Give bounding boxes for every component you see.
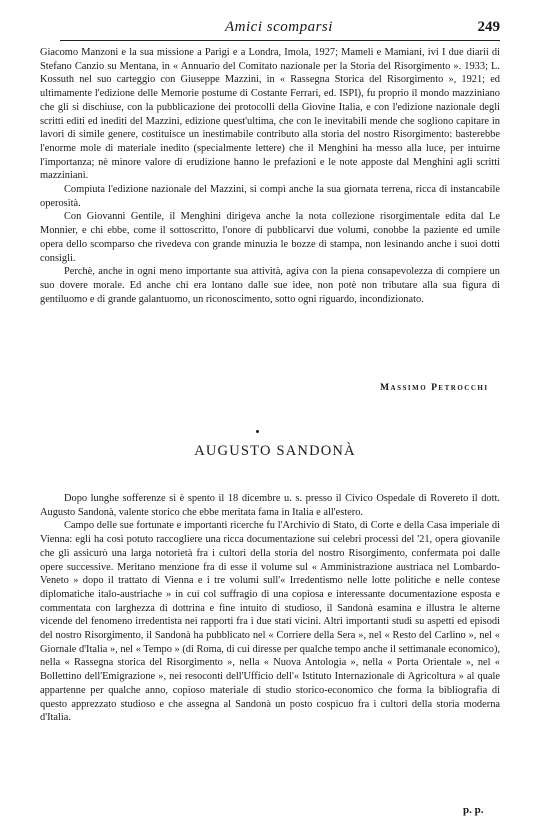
- section-title: AUGUSTO SANDONÀ: [194, 443, 356, 459]
- page-number: 249: [477, 19, 500, 35]
- obituary-menghini-body: [40, 46, 500, 306]
- paragraph: Campo delle sue fortunate e importanti ricerche fu l'Archivio di Stato, di Corte e della Casa imperiale di Vienna: egli ha così potuto raccogliere una ricca documentazione sui celebri processi del '21, opera giovanile che gli assicurò una larga notorietà fra i cultori della storia del nostro Risorgimento, confermata poi dalle opere successive. Meritano menzione fra di esse il volume sul « Amministrazione austriaca nel Lombardo-Veneto » dopo il trattato di Vienna e i tre volumi sull'« Irredentismo nelle lotte politiche e nelle contese diplomatiche italo-austriache » in cui col suffragio di una copiosa e interessante documentazione esposta e commentata con larghezza di dottrina e fine intuito di studioso, il Sandonà esamina e illustra le alterne vicende del fenomeno irredentista nei rapporti fra i due stati vicini. Altri importanti studi su aspetti ed episodi del nostro Risorgimento, il Sandonà ha pubblicato nel « Corriere della Sera », nel « Resto del Carlino », nel « Giornale d'Italia », nel « Tempo » (di Roma, di cui diresse per qualche tempo anche il settimanale economico), nella « Rassegna storica del Risorgimento », nella « Nuova Antologia », nella « Porta Orientale », nel « Bollettino dell'Emigrazione », nei resoconti dell'Ufficio dell'« Istituto Internazionale di Agricoltura » al quale appartenne per qualche anno, copioso materiale di studio storico-economico che forma la bibliografia di questo apprezzato studioso e che assegna al Sandonà un posto cospicuo fra i cultori della storia moderna d'Italia.: [40, 520, 501, 724]
- running-header: [60, 18, 500, 41]
- running-title: Amici scomparsi: [225, 19, 333, 35]
- paragraph: Con Giovanni Gentile, il Menghini dirigeva anche la nota collezione risorgimentale edita dal Le Monnier, e chi ebbe, come il sottoscritto, l'onore di pubblicarvi due volumi, conobbe la paziente ed umile opera dello scomparso che rivedeva con grande minuzia le bozze di stampa, non lesinando anche i suoi dotti consigli.: [40, 211, 500, 264]
- paragraph: Dopo lunghe sofferenze si è spento il 18 dicembre u. s. presso il Civico Ospedale di Rovereto il dott. Augusto Sandonà, valente storico che ebbe meritata fama in Italia e all'estero.: [40, 493, 500, 518]
- paragraph: Perchè, anche in ogni meno importante sua attività, agiva con la piena consapevolezza di compiere un suo dovere morale. Ed anche chi era lontano dalle sue idee, non potè non tributare alla sua figura di gentiluomo e di grande galantuomo, un riconoscimento, sotto ogni riguardo, incondizionato.: [40, 266, 500, 305]
- initials-signature: p. p.: [463, 804, 484, 816]
- author-signature: Massimo Petrocchi: [380, 382, 489, 393]
- obituary-sandona-body: [40, 492, 500, 725]
- paragraph: Giacomo Manzoni e la sua missione a Parigi e a Londra, Imola, 1927; Mameli e Mamiani, ivi I due diarii di Stefano Canzio su Mentana, in « Annuario del Comitato nazionale per la Storia del Risorgimento ». 1933; L. Kossuth nel suo carteggio con Giuseppe Mazzini, in « Rassegna Storica del Risorgimento », 1921; ed ultimamente l'edizione delle Memorie postume di Costante Ferrari, ed. ISPI), fu proprio il mondo mazziniano che gli si dischiuse, con la pubblicazione dei protocolli della Giovine Italia, e con l'edizione nazionale degli scritti editi ed inediti del Mazzini, edizione quest'ultima, che con le inevitabili mende che sogliono capitare in lavori di simile genere, costituisce un inestimabile contributo alla storia del nostro Risorgimento: basterebbe l'enorme mole di materiale inedito (specialmente lettere) che il Menghini ha messo alla luce, per intuirne l'importanza; nè minore valore di erudizione hanno le prefazioni e le note apposte dal Menghini agli scritti mazziniani.: [40, 47, 500, 182]
- ornament-dot: [256, 430, 259, 433]
- paragraph: Compiuta l'edizione nazionale del Mazzini, si compì anche la sua giornata terrena, ricca di instancabile operosità.: [40, 184, 500, 209]
